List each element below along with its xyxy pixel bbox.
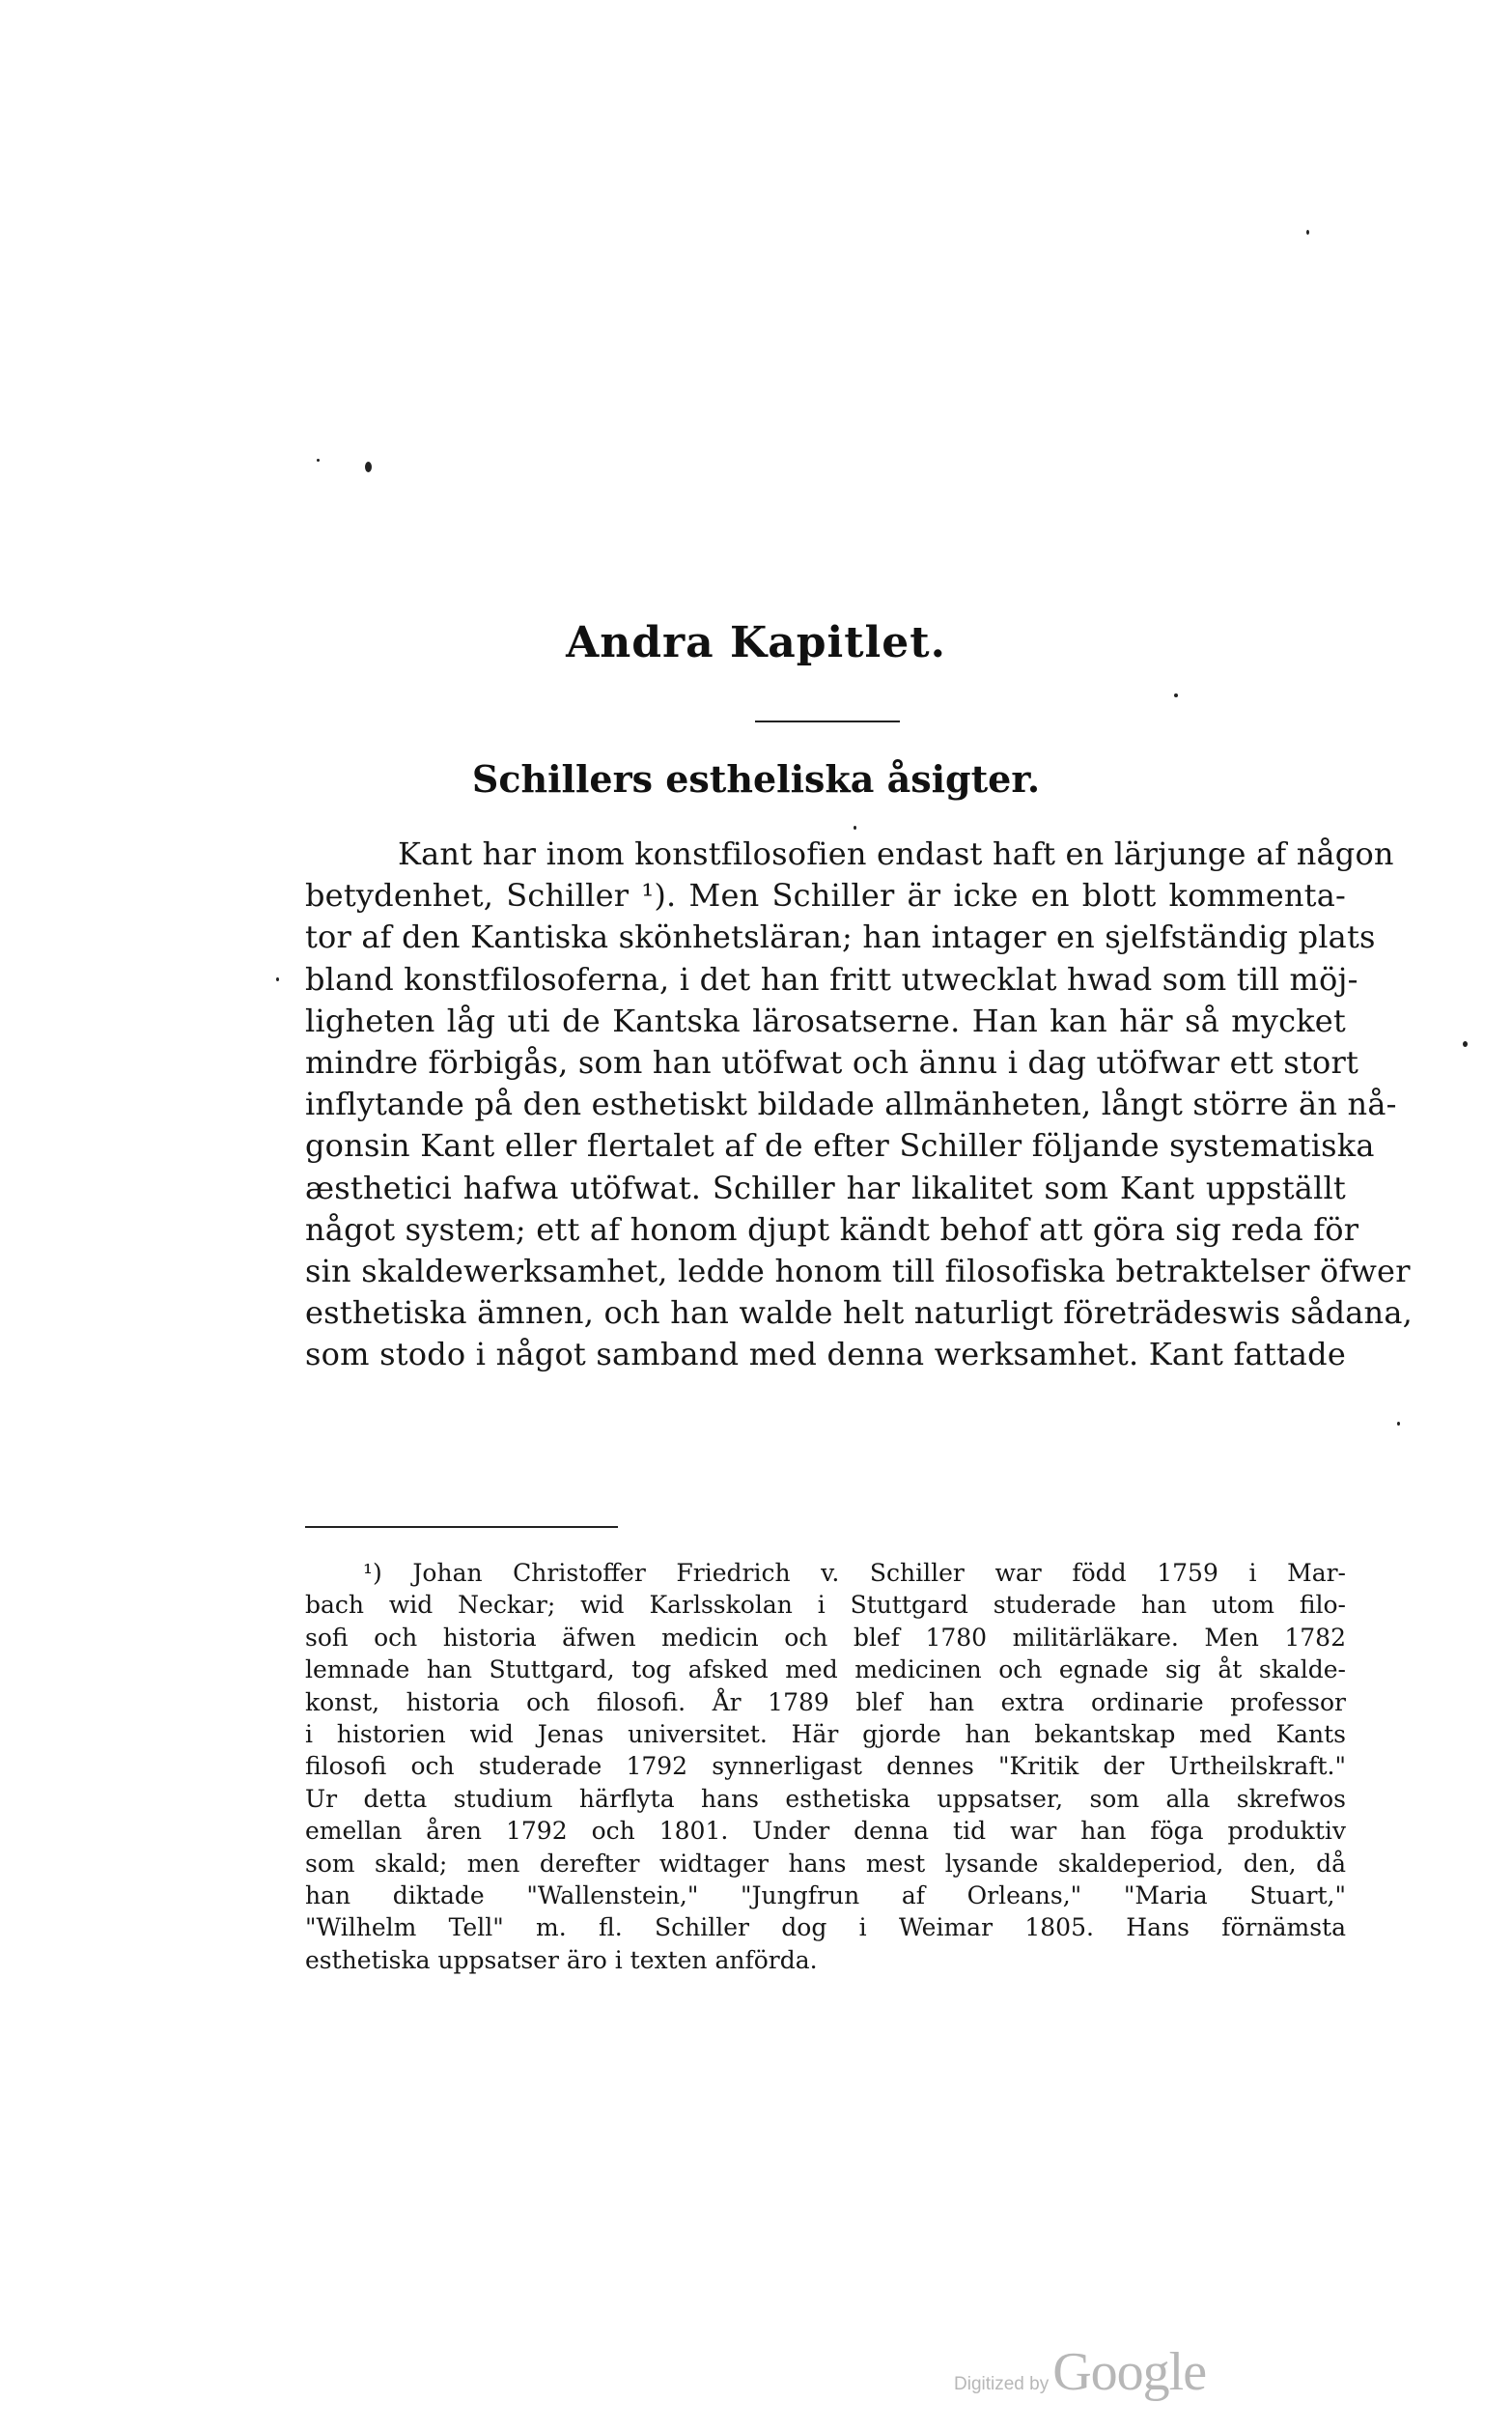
scan-speck	[854, 826, 856, 830]
section-heading: Schillers estheliska åsigter.	[471, 757, 1041, 801]
scan-speck	[276, 977, 279, 981]
footnote-line: filosofi och studerade 1792 synnerligast dennes "Kritik der Urtheilskraft."	[305, 1752, 1346, 1781]
footnote-line: i historien wid Jenas universitet. Här gjorde han bekantskap med Kants	[305, 1719, 1346, 1748]
footnote-line: som skald; men derefter widtager hans mest lysande skaldeperiod, den, då	[305, 1849, 1346, 1878]
body-text	[305, 834, 1413, 1375]
scan-speck	[317, 459, 320, 462]
footnote-line: "Wilhelm Tell" m. fl. Schiller dog i Weimar 1805. Hans förnämsta	[305, 1913, 1346, 1942]
footnote-line: emellan åren 1792 och 1801. Under denna tid war han föga produktiv	[305, 1817, 1346, 1846]
footnote-line: sofi och historia äfwen medicin och blef 1780 militärläkare. Men 1782	[305, 1623, 1346, 1652]
digitized-by-text: Digitized by	[954, 2374, 1050, 2394]
footnote-line: han diktade "Wallenstein," "Jungfrun af Orleans," "Maria Stuart,"	[305, 1880, 1346, 1909]
footnote-line: lemnade han Stuttgard, tog afsked med medicinen och egnade sig åt skalde-	[305, 1655, 1346, 1684]
footnote-line: esthetiska uppsatser äro i texten anförda.	[305, 1945, 818, 1974]
google-logo: Google	[1052, 2342, 1207, 2402]
footnote-divider	[305, 1526, 618, 1528]
body-line: Kant har inom konstfilosofien endast haft en lärjunge af någon	[398, 835, 1394, 872]
body-line: sin skaldewerksamhet, ledde honom till filosofiska betraktelser öfwer	[305, 1252, 1411, 1289]
body-line: æsthetici hafwa utöfwat. Schiller har likalitet som Kant uppställt	[305, 1169, 1346, 1206]
body-line: ligheten låg uti de Kantska lärosatserne. Han kan här så mycket	[305, 1002, 1346, 1039]
body-line: något system; ett af honom djupt kändt behof att göra sig reda för	[305, 1210, 1359, 1248]
footnote-line: Ur detta studium härflyta hans esthetiska uppsatser, som alla skrefwos	[305, 1784, 1346, 1813]
scan-speck	[1306, 230, 1309, 235]
body-line: esthetiska ämnen, och han walde helt naturligt företrädeswis sådana,	[305, 1294, 1413, 1332]
chapter-heading: Andra Kapitlet.	[566, 618, 946, 667]
scan-speck	[365, 462, 372, 472]
scan-speck	[1397, 1422, 1400, 1426]
body-line: mindre förbigås, som han utöfwat och ännu i dag utöfwar ett stort	[305, 1043, 1358, 1081]
body-line: gonsin Kant eller flertalet af de efter Schiller följande systematiska	[305, 1127, 1375, 1165]
body-line: bland konstfilosoferna, i det han fritt utwecklat hwad som till möj-	[305, 960, 1358, 998]
digitized-watermark	[954, 2341, 1207, 2402]
footnote-line: konst, historia och filosofi. År 1789 blef han extra ordinarie professor	[305, 1687, 1346, 1716]
scan-speck	[1174, 693, 1178, 697]
footnote	[305, 1557, 1346, 1976]
body-line: som stodo i något samband med denna werksamhet. Kant fattade	[305, 1336, 1346, 1373]
heading-divider	[755, 721, 900, 722]
body-line: inflytande på den esthetiskt bildade allmänheten, långt större än nå-	[305, 1086, 1397, 1123]
footnote-line: ¹) Johan Christoffer Friedrich v. Schiller war född 1759 i Mar-	[363, 1559, 1346, 1587]
scan-speck	[1463, 1041, 1468, 1047]
footnote-line: bach wid Neckar; wid Karlsskolan i Stuttgard studerade han utom filo-	[305, 1591, 1346, 1620]
body-line: betydenhet, Schiller ¹). Men Schiller är icke en blott kommenta-	[305, 877, 1346, 915]
body-line: tor af den Kantiska skönhetsläran; han intager en sjelfständig plats	[305, 919, 1376, 956]
